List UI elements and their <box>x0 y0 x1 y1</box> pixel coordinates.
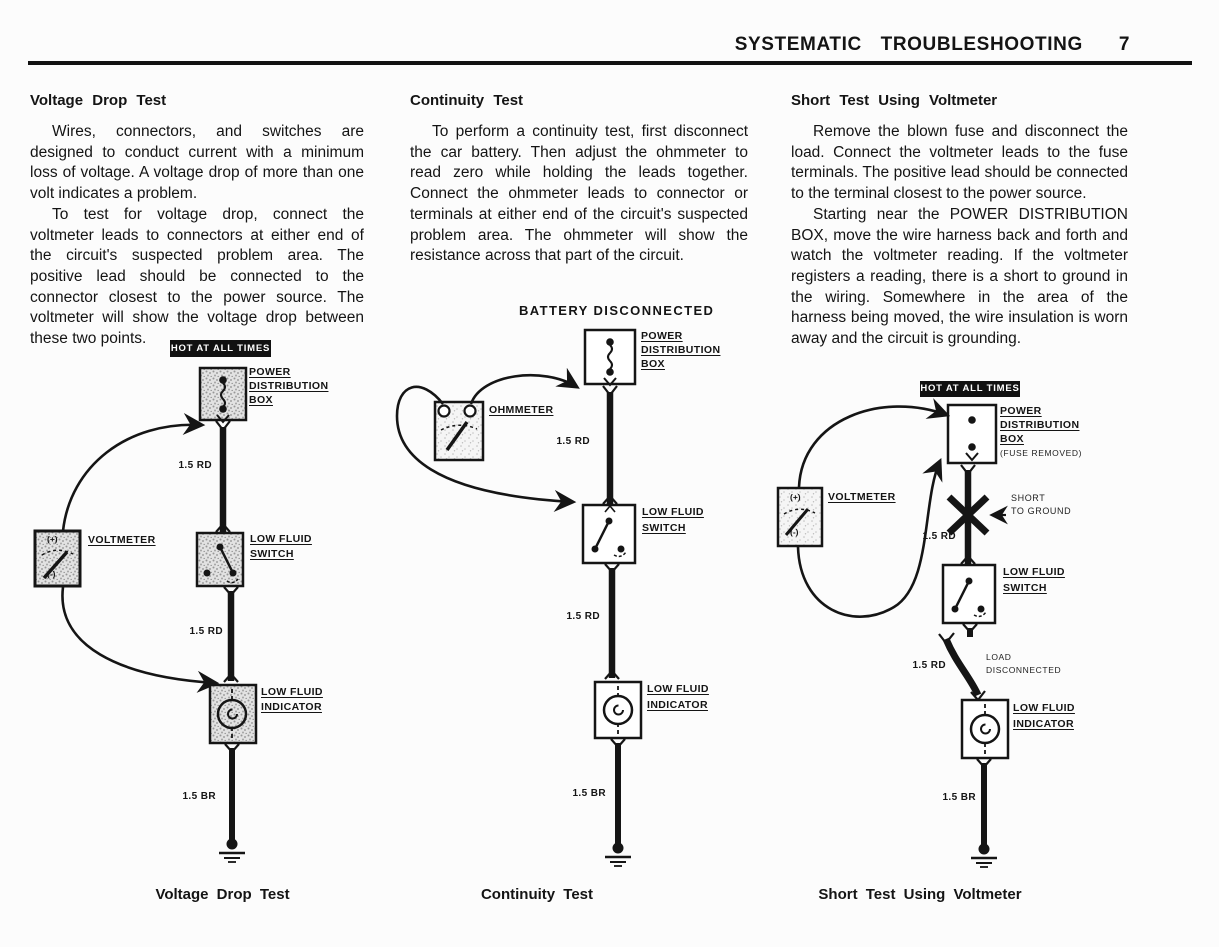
pdb-label-line2: DISTRIBUTION <box>641 344 721 356</box>
wire-gauge-label: 1.5 BR <box>182 791 216 802</box>
lfs-label-line2: SWITCH <box>250 548 294 560</box>
lfi-label-line1: LOW FLUID <box>647 683 709 695</box>
load-disconnected-label-line2: DISCONNECTED <box>986 665 1062 675</box>
power-distribution-box-symbol <box>200 368 246 422</box>
pdb-label-line3: BOX <box>641 358 665 370</box>
lfi-label-line2: INDICATOR <box>1013 718 1074 730</box>
short-to-ground-label-line1: SHORT <box>1011 493 1046 503</box>
section-heading: Voltage Drop Test <box>30 92 167 109</box>
low-fluid-indicator-symbol <box>962 700 1008 758</box>
test-lead-upper <box>799 407 947 487</box>
load-disconnected-label-line1: LOAD <box>986 652 1012 662</box>
wire-gauge-label: 1.5 RD <box>178 460 212 471</box>
page-number: 7 <box>1118 34 1130 55</box>
pdb-label-line1: POWER <box>641 330 683 342</box>
hot-at-all-times-label: HOT AT ALL TIMES <box>170 340 271 357</box>
pdb-label-line2: DISTRIBUTION <box>1000 419 1080 431</box>
pdb-label-line3: BOX <box>1000 433 1024 445</box>
wire-rd-lower <box>224 587 238 682</box>
body-paragraph: Remove the blown fuse and disconnect the load. Connect the voltmeter leads to the fuse terminals. The positive lead should be connected to the terminal closest to the power source. <box>791 123 1128 203</box>
section-heading: Short Test Using Voltmeter <box>791 92 998 109</box>
lfs-label-line1: LOW FLUID <box>1003 566 1065 578</box>
wire-gauge-label: 1.5 RD <box>189 626 223 637</box>
body-paragraph: Starting near the POWER DISTRIBUTION BOX, move the wire harness back and forth and watch the voltmeter reading. If the voltmeter registers a reading, there is a short to ground in the wiring. Somewhere in the area of the harness being moved, the wire insulation is worn away and the circuit is grounding. <box>791 205 1128 348</box>
power-distribution-box-symbol <box>948 405 996 463</box>
wire-rd-lower <box>605 564 619 679</box>
hot-at-all-times-label: HOT AT ALL TIMES <box>920 381 1020 397</box>
lfs-label-line1: LOW FLUID <box>642 506 704 518</box>
pdb-label-line1: POWER <box>1000 405 1042 417</box>
figure-caption: Short Test Using Voltmeter <box>818 886 1022 903</box>
body-paragraph: Wires, connectors, and switches are designed to conduct current with a minimum loss of voltage. A voltage drop of more than one volt indicates a problem. <box>30 123 364 203</box>
wire-gauge-label: 1.5 BR <box>942 792 976 803</box>
low-fluid-indicator-symbol <box>595 682 641 738</box>
lfi-label-line2: INDICATOR <box>261 701 322 713</box>
fuse-removed-note: (FUSE REMOVED) <box>1000 448 1083 458</box>
wire-gauge-label: 1.5 RD <box>922 531 956 542</box>
column-short-test <box>791 92 1128 350</box>
wire-rd-upper <box>603 386 617 505</box>
ground-symbol <box>971 844 997 868</box>
ohmmeter-label: OHMMETER <box>489 404 554 416</box>
wire-br <box>225 744 239 841</box>
ground-symbol <box>219 839 245 863</box>
diagram-short-test <box>770 375 1135 885</box>
battery-disconnected-heading: BATTERY DISCONNECTED <box>519 303 715 318</box>
wire-gauge-label: 1.5 RD <box>566 611 600 622</box>
pdb-label-line3: BOX <box>249 394 273 406</box>
ohmmeter-symbol <box>435 402 483 460</box>
voltmeter-label: VOLTMETER <box>828 491 896 503</box>
low-fluid-switch-symbol <box>943 565 995 623</box>
wire-br <box>611 739 625 845</box>
wire-gauge-label: 1.5 BR <box>572 788 606 799</box>
section-heading: Continuity Test <box>410 92 524 109</box>
low-fluid-indicator-symbol <box>210 685 256 743</box>
low-fluid-switch-symbol <box>197 533 243 586</box>
column-continuity <box>410 92 748 267</box>
pdb-label-line1: POWER <box>249 366 291 378</box>
body-paragraph: To perform a continuity test, first disconnect the car battery. Then adjust the ohmmeter to read zero while holding the leads together. Connect the ohmmeter leads to connector or terminals at either end of the circuit's suspected problem area. The ohmmeter will show the resistance across that part of the circuit. <box>410 123 748 265</box>
lfi-label-line1: LOW FLUID <box>261 686 323 698</box>
lfs-label-line2: SWITCH <box>642 522 686 534</box>
voltmeter-plus-sign: (+) <box>790 492 801 502</box>
pdb-label-line2: DISTRIBUTION <box>249 380 329 392</box>
diagram-continuity-test <box>395 300 730 882</box>
wire-gauge-label: 1.5 RD <box>556 436 590 447</box>
figure-caption: Voltage Drop Test <box>155 886 290 903</box>
lfi-label-line1: LOW FLUID <box>1013 702 1075 714</box>
ground-symbol <box>605 843 631 867</box>
figure-caption: Continuity Test <box>480 886 594 903</box>
power-distribution-box-symbol <box>585 330 635 385</box>
page-header <box>620 34 1130 56</box>
voltmeter-minus-sign: (-) <box>47 569 56 579</box>
lfs-label-line2: SWITCH <box>1003 582 1047 594</box>
short-to-ground-x <box>949 497 1006 533</box>
body-paragraph: To test for voltage drop, connect the voltmeter leads to connectors at either end of the circuit's suspected problem area. The positive lead should be connected to the connector closest to the power source. The voltmeter will show the voltage drop between these two points. <box>30 205 364 348</box>
voltmeter-plus-sign: (+) <box>47 534 58 544</box>
lfi-label-line2: INDICATOR <box>647 699 708 711</box>
header-rule <box>28 61 1192 65</box>
page-title: SYSTEMATIC TROUBLESHOOTING <box>734 34 1083 55</box>
voltmeter-minus-sign: (-) <box>790 527 799 537</box>
voltage-drop-schematic <box>30 335 385 885</box>
voltmeter-label: VOLTMETER <box>88 534 156 546</box>
wire-gauge-label: 1.5 RD <box>912 660 946 671</box>
lfs-label-line1: LOW FLUID <box>250 533 312 545</box>
low-fluid-switch-symbol <box>583 505 635 563</box>
column-voltage-drop <box>30 92 364 350</box>
ohmmeter-lead-right <box>471 375 577 404</box>
wire-br <box>977 759 991 846</box>
test-lead-upper <box>63 425 202 531</box>
wire-rd-upper <box>216 421 230 533</box>
short-to-ground-label-line2: TO GROUND <box>1011 506 1072 516</box>
diagram-voltage-drop-test <box>30 335 385 885</box>
